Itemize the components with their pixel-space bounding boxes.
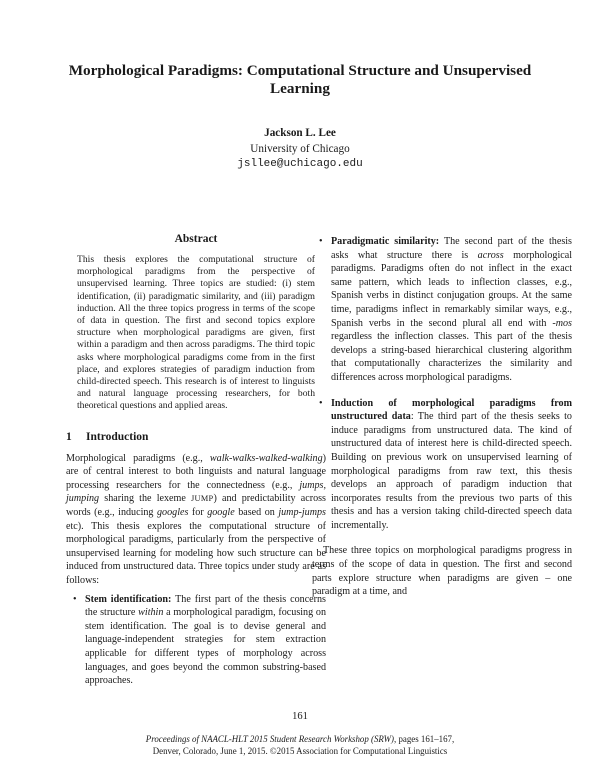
abstract-text: This thesis explores the computational structure of morphological paradigms from the perspective of unsupervised learning. Three topics are studied: (i) stem identification, (ii) paradigmatic similarity, and (iii) paradigm induction. All the three topics progress in terms of the scope of data in question. The first and second topics explore structure when morphological paradigms are given, first within a paradigm and then across paradigms. The third topic asks where morphological paradigms come from in the first place, and explores strategies of paradigm induction from child-directed speech. This research is of interest to linguists and natural language processing researchers, for both theoretical questions and applied areas.	[77, 254, 315, 412]
abstract-heading: Abstract	[174, 233, 218, 245]
example-walk: walk-walks-walked-walking	[209, 452, 323, 464]
example-jumps: jumps, jumping	[66, 479, 326, 505]
topic-lead: Stem identification:	[85, 593, 172, 605]
bullet-icon: •	[319, 397, 323, 409]
author-block	[150, 126, 450, 173]
left-column	[66, 233, 326, 696]
topics-list-continued	[312, 235, 572, 532]
example-googles: googles	[157, 507, 189, 519]
intro-paragraph: Morphological paradigms (e.g., walk-walks-walked-walking) are of central interest to both linguists and natural language processing researchers for the connectedness (e.g., jumps, jumping sharing the lexeme JUMP) and predictability across words (e.g., inducing googles for google based on jump-jumps etc). This thesis explores the computational structure of morphological paradigms, particularly from the perspective of unsupervised learning for modeling how such structure can be induced from unstructured data. Three topics under study are as follows:	[66, 452, 326, 586]
list-item: • Induction of morphological paradigms from unstructured data: The third part of the thesis seeks to induce paradigms from unstructured data. The kind of unstructured data of interest here is child-directed speech. Building on previous work on unsupervised learning of morphological paradigms from raw text, this thesis develops an approach of paradigm induction that incorporates results from the previous two parts of this thesis and has a version taking child-directed speech data incrementally.	[319, 397, 572, 531]
bullet-icon: •	[319, 236, 323, 247]
list-item: • Stem identification: The first part of the thesis concerns the structure within a morphological paradigm, focusing on stem identification. The goal is to devise general and language-independent strategies for stem extraction applicable for different types of morphology across languages, and goes beyond the common substring-based approaches.	[73, 593, 326, 687]
example-google: google	[207, 507, 235, 519]
list-item: • Paradigmatic similarity: The second part of the thesis asks what structure there is across morphological paradigms. Paradigms often do not inflect in the exact same pattern, which leads to inflection classes, e.g., Spanish verbs in distinct conjugation groups. At the same time, paradigms inflect in remarkably similar ways, e.g., Spanish verbs in the second plural all end with -mos regardless the inflection classes. This part of the thesis develops a string-based hierarchical clustering algorithm that computationally characterizes the similarity and differences across morphological paradigms.	[319, 236, 573, 383]
footer-line-2: Denver, Colorado, June 1, 2015. ©2015 Association for Computational Linguistics	[152, 746, 448, 756]
example-jump-jumps: jump-jumps	[278, 507, 326, 519]
right-column	[312, 235, 572, 599]
author-email: jsllee@uchicago.edu	[237, 158, 363, 170]
paper-title: Morphological Paradigms: Computational Structure and Unsupervised Learning	[68, 62, 532, 97]
lexeme-label: JUMP	[191, 494, 214, 504]
section-heading-introduction	[66, 431, 326, 443]
topic-lead: Induction of morphological paradigms from unstructured data	[331, 397, 572, 423]
page-number: 161	[292, 711, 308, 722]
proceedings-footer: Proceedings of NAACL-HLT 2015 Student Research Workshop (SRW), pages 161–167, Denver, Colorado, June 1, 2015. ©2015 Association for Computational Linguistics	[60, 733, 540, 757]
topic-lead: Paradigmatic similarity:	[331, 236, 440, 247]
venue-name: Proceedings of NAACL-HLT 2015 Student Research Workshop (SRW)	[145, 734, 395, 744]
section-title: Introduction	[86, 430, 149, 443]
author-name: Jackson L. Lee	[264, 127, 336, 139]
topics-list	[66, 593, 326, 688]
closing-paragraph: These three topics on morphological paradigms progress in terms of the scope of data in question. The first and second parts explore structure when paradigms are given – one paradigm at a time, and	[312, 545, 572, 598]
author-affiliation: University of Chicago	[250, 142, 350, 155]
bullet-icon: •	[73, 593, 77, 605]
section-number: 1	[66, 430, 72, 443]
